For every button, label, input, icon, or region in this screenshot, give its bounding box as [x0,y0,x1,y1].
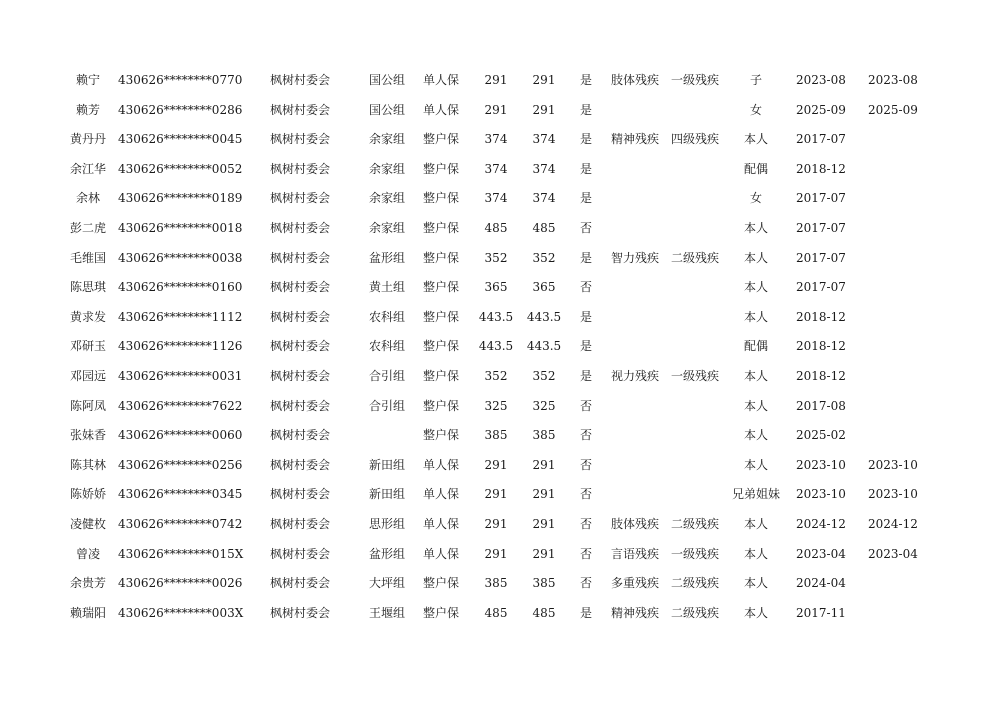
id-number: 430626********003X [118,605,244,620]
table-row [0,214,1000,244]
village-group: 余家组 [369,220,406,235]
table-row [0,569,1000,599]
end-month: 2023-10 [868,487,918,502]
yes-no-flag: 是 [580,73,593,87]
coverage-type: 单人保 [423,546,460,561]
relation-to-head: 本人 [743,309,768,324]
yes-no-flag: 否 [580,516,593,531]
disability-type: 精神残疾 [611,605,660,620]
id-number: 430626********1126 [118,339,243,354]
coverage-type: 整户保 [423,368,460,383]
table-row [0,480,1000,510]
id-number: 430626********015X [118,546,244,561]
resident-name: 赖瑞阳 [69,605,106,620]
paid-amount: 485 [532,220,556,235]
id-number: 430626********0189 [118,191,243,206]
coverage-type: 整户保 [423,250,460,265]
village-group: 合引组 [369,368,406,383]
village-committee: 枫树村委会 [270,428,331,443]
coverage-type: 整户保 [423,309,460,324]
disability-level: 四级残疾 [671,132,720,147]
village-group: 新田组 [369,457,406,472]
start-month: 2017-07 [796,132,846,147]
relation-to-head: 本人 [743,368,768,383]
resident-name: 余贵芳 [69,576,106,591]
table-row [0,332,1000,362]
village-group: 余家组 [369,191,406,206]
yes-no-flag: 是 [580,250,593,265]
resident-name: 黄求发 [69,309,106,324]
coverage-type: 整户保 [423,576,460,591]
village-group: 国公组 [369,73,406,87]
village-committee: 枫树村委会 [270,368,331,383]
village-group: 盆形组 [369,250,406,265]
resident-name: 赖芳 [75,102,100,117]
relation-to-head: 子 [749,73,762,87]
start-month: 2024-04 [796,576,846,591]
start-month: 2023-10 [796,487,846,502]
end-month: 2024-12 [868,516,918,531]
table-row [0,155,1000,185]
id-number: 430626********0286 [118,102,243,117]
id-number: 430626********0045 [118,132,243,147]
paid-amount: 385 [532,576,556,591]
start-month: 2025-09 [796,102,846,117]
start-month: 2018-12 [796,161,846,176]
disability-type: 言语残疾 [611,546,660,561]
disability-level: 二级残疾 [671,516,720,531]
village-committee: 枫树村委会 [270,220,331,235]
subsidy-amount: 385 [484,576,508,591]
id-number: 430626********1112 [118,309,243,324]
relation-to-head: 本人 [743,280,768,295]
subsidy-amount: 352 [484,368,508,383]
resident-name: 陈阿凤 [69,398,106,413]
village-committee: 枫树村委会 [270,398,331,413]
coverage-type: 整户保 [423,161,460,176]
village-group: 农科组 [369,309,406,324]
disability-level: 二级残疾 [671,250,720,265]
relation-to-head: 女 [749,102,762,117]
id-number: 430626********0026 [118,576,243,591]
table-row [0,510,1000,540]
village-committee: 枫树村委会 [270,487,331,502]
start-month: 2017-08 [796,398,846,413]
table-row [0,362,1000,392]
coverage-type: 整户保 [423,428,460,443]
table-row [0,540,1000,570]
village-committee: 枫树村委会 [270,73,331,87]
id-number: 430626********0018 [118,220,243,235]
village-group: 余家组 [369,161,406,176]
disability-type: 智力残疾 [611,250,660,265]
start-month: 2017-07 [796,191,846,206]
relation-to-head: 本人 [743,576,768,591]
subsidy-amount: 485 [484,605,508,620]
subsidy-amount: 325 [484,398,508,413]
start-month: 2024-12 [796,516,846,531]
resident-name: 毛维国 [69,250,106,265]
resident-name: 陈思琪 [69,280,106,295]
paid-amount: 291 [532,73,556,87]
table-row [0,66,1000,96]
paid-amount: 291 [532,546,556,561]
village-committee: 枫树村委会 [270,516,331,531]
village-committee: 枫树村委会 [270,250,331,265]
village-committee: 枫树村委会 [270,457,331,472]
relation-to-head: 兄弟姐妹 [731,487,780,502]
end-month: 2025-09 [868,102,918,117]
village-group: 王堰组 [369,605,406,620]
start-month: 2017-07 [796,250,846,265]
subsidy-amount: 291 [484,457,508,472]
table-row [0,599,1000,629]
paid-amount: 365 [532,280,556,295]
relation-to-head: 本人 [743,457,768,472]
resident-name: 陈其林 [69,457,106,472]
yes-no-flag: 否 [580,220,593,235]
resident-name: 张妹香 [69,428,106,443]
resident-name: 邓研玉 [69,339,106,354]
subsidy-amount: 374 [484,191,508,206]
disability-level: 一级残疾 [671,368,720,383]
end-month: 2023-04 [868,546,918,561]
resident-name: 赖宁 [75,73,100,87]
id-number: 430626********0345 [118,487,243,502]
paid-amount: 325 [532,398,556,413]
paid-amount: 374 [532,191,556,206]
yes-no-flag: 是 [580,132,593,147]
resident-name: 余江华 [69,161,106,176]
subsidy-amount: 485 [484,220,508,235]
disability-level: 二级残疾 [671,576,720,591]
subsidy-amount: 374 [484,132,508,147]
village-group: 盆形组 [369,546,406,561]
coverage-type: 整户保 [423,339,460,354]
disability-type: 视力残疾 [611,368,660,383]
disability-level: 一级残疾 [671,546,720,561]
coverage-type: 单人保 [423,102,460,117]
yes-no-flag: 是 [580,102,593,117]
paid-amount: 291 [532,457,556,472]
village-committee: 枫树村委会 [270,309,331,324]
relation-to-head: 本人 [743,398,768,413]
coverage-type: 单人保 [423,516,460,531]
table-row [0,273,1000,303]
subsidy-amount: 374 [484,161,508,176]
village-committee: 枫树村委会 [270,132,331,147]
resident-name: 凌健枚 [69,516,106,531]
relation-to-head: 本人 [743,516,768,531]
coverage-type: 整户保 [423,132,460,147]
start-month: 2018-12 [796,339,846,354]
id-number: 430626********0038 [118,250,243,265]
end-month: 2023-08 [868,73,918,87]
id-number: 430626********0052 [118,161,243,176]
yes-no-flag: 否 [580,280,593,295]
paid-amount: 443.5 [526,339,562,354]
coverage-type: 单人保 [423,487,460,502]
id-number: 430626********0742 [118,516,243,531]
subsidy-amount: 291 [484,546,508,561]
start-month: 2023-08 [796,73,846,87]
village-committee: 枫树村委会 [270,576,331,591]
yes-no-flag: 否 [580,398,593,413]
id-number: 430626********0770 [118,73,243,87]
village-group: 大坪组 [369,576,406,591]
id-number: 430626********0256 [118,457,243,472]
village-committee: 枫树村委会 [270,546,331,561]
subsidy-amount: 291 [484,73,508,87]
coverage-type: 整户保 [423,220,460,235]
village-committee: 枫树村委会 [270,339,331,354]
subsidy-amount: 443.5 [478,309,514,324]
paid-amount: 443.5 [526,309,562,324]
start-month: 2017-11 [796,605,846,620]
subsidy-amount: 352 [484,250,508,265]
relation-to-head: 本人 [743,220,768,235]
yes-no-flag: 是 [580,368,593,383]
yes-no-flag: 否 [580,546,593,561]
village-group: 思形组 [369,516,406,531]
subsidy-amount: 385 [484,428,508,443]
disability-type: 肢体残疾 [611,516,660,531]
yes-no-flag: 是 [580,191,593,206]
paid-amount: 485 [532,605,556,620]
table-row [0,184,1000,214]
disability-level: 二级残疾 [671,605,720,620]
id-number: 430626********0160 [118,280,243,295]
start-month: 2023-04 [796,546,846,561]
paid-amount: 385 [532,428,556,443]
disability-level: 一级残疾 [671,73,720,87]
subsidy-amount: 291 [484,516,508,531]
relation-to-head: 本人 [743,428,768,443]
resident-name: 邓园远 [69,368,106,383]
resident-name: 曾凌 [75,546,100,561]
relation-to-head: 配偶 [743,339,768,354]
yes-no-flag: 是 [580,339,593,354]
yes-no-flag: 否 [580,487,593,502]
coverage-type: 整户保 [423,191,460,206]
relation-to-head: 配偶 [743,161,768,176]
village-committee: 枫树村委会 [270,605,331,620]
village-committee: 枫树村委会 [270,161,331,176]
yes-no-flag: 是 [580,161,593,176]
village-committee: 枫树村委会 [270,280,331,295]
village-committee: 枫树村委会 [270,102,331,117]
paid-amount: 352 [532,368,556,383]
coverage-type: 整户保 [423,280,460,295]
resident-name: 彭二虎 [69,220,106,235]
table-row [0,392,1000,422]
village-group: 农科组 [369,339,406,354]
relation-to-head: 本人 [743,250,768,265]
village-group: 合引组 [369,398,406,413]
village-group: 余家组 [369,132,406,147]
table-row [0,421,1000,451]
id-number: 430626********0031 [118,368,243,383]
resident-name: 黄丹丹 [69,132,106,147]
subsidy-amount: 443.5 [478,339,514,354]
relation-to-head: 女 [749,191,762,206]
paid-amount: 291 [532,487,556,502]
id-number: 430626********7622 [118,398,243,413]
table-row [0,303,1000,333]
start-month: 2025-02 [796,428,846,443]
yes-no-flag: 否 [580,428,593,443]
paid-amount: 374 [532,161,556,176]
table-row [0,244,1000,274]
paid-amount: 291 [532,102,556,117]
coverage-type: 整户保 [423,605,460,620]
id-number: 430626********0060 [118,428,243,443]
paid-amount: 291 [532,516,556,531]
village-committee: 枫树村委会 [270,191,331,206]
yes-no-flag: 否 [580,576,593,591]
disability-type: 肢体残疾 [611,73,660,87]
table-row [0,125,1000,155]
end-month: 2023-10 [868,457,918,472]
village-group: 新田组 [369,487,406,502]
village-group: 黄土组 [369,280,406,295]
subsidy-amount: 291 [484,487,508,502]
relation-to-head: 本人 [743,605,768,620]
subsidy-amount: 291 [484,102,508,117]
start-month: 2018-12 [796,368,846,383]
paid-amount: 374 [532,132,556,147]
paid-amount: 352 [532,250,556,265]
coverage-type: 单人保 [423,73,460,87]
village-group: 国公组 [369,102,406,117]
yes-no-flag: 是 [580,605,593,620]
table-row [0,451,1000,481]
disability-type: 多重残疾 [611,576,660,591]
relation-to-head: 本人 [743,132,768,147]
resident-name: 陈娇娇 [69,487,106,502]
start-month: 2023-10 [796,457,846,472]
roster-table [0,66,1000,628]
start-month: 2017-07 [796,280,846,295]
relation-to-head: 本人 [743,546,768,561]
coverage-type: 单人保 [423,457,460,472]
disability-type: 精神残疾 [611,132,660,147]
yes-no-flag: 否 [580,457,593,472]
yes-no-flag: 是 [580,309,593,324]
subsidy-amount: 365 [484,280,508,295]
start-month: 2017-07 [796,220,846,235]
start-month: 2018-12 [796,309,846,324]
table-row [0,96,1000,126]
resident-name: 余林 [75,191,100,206]
coverage-type: 整户保 [423,398,460,413]
